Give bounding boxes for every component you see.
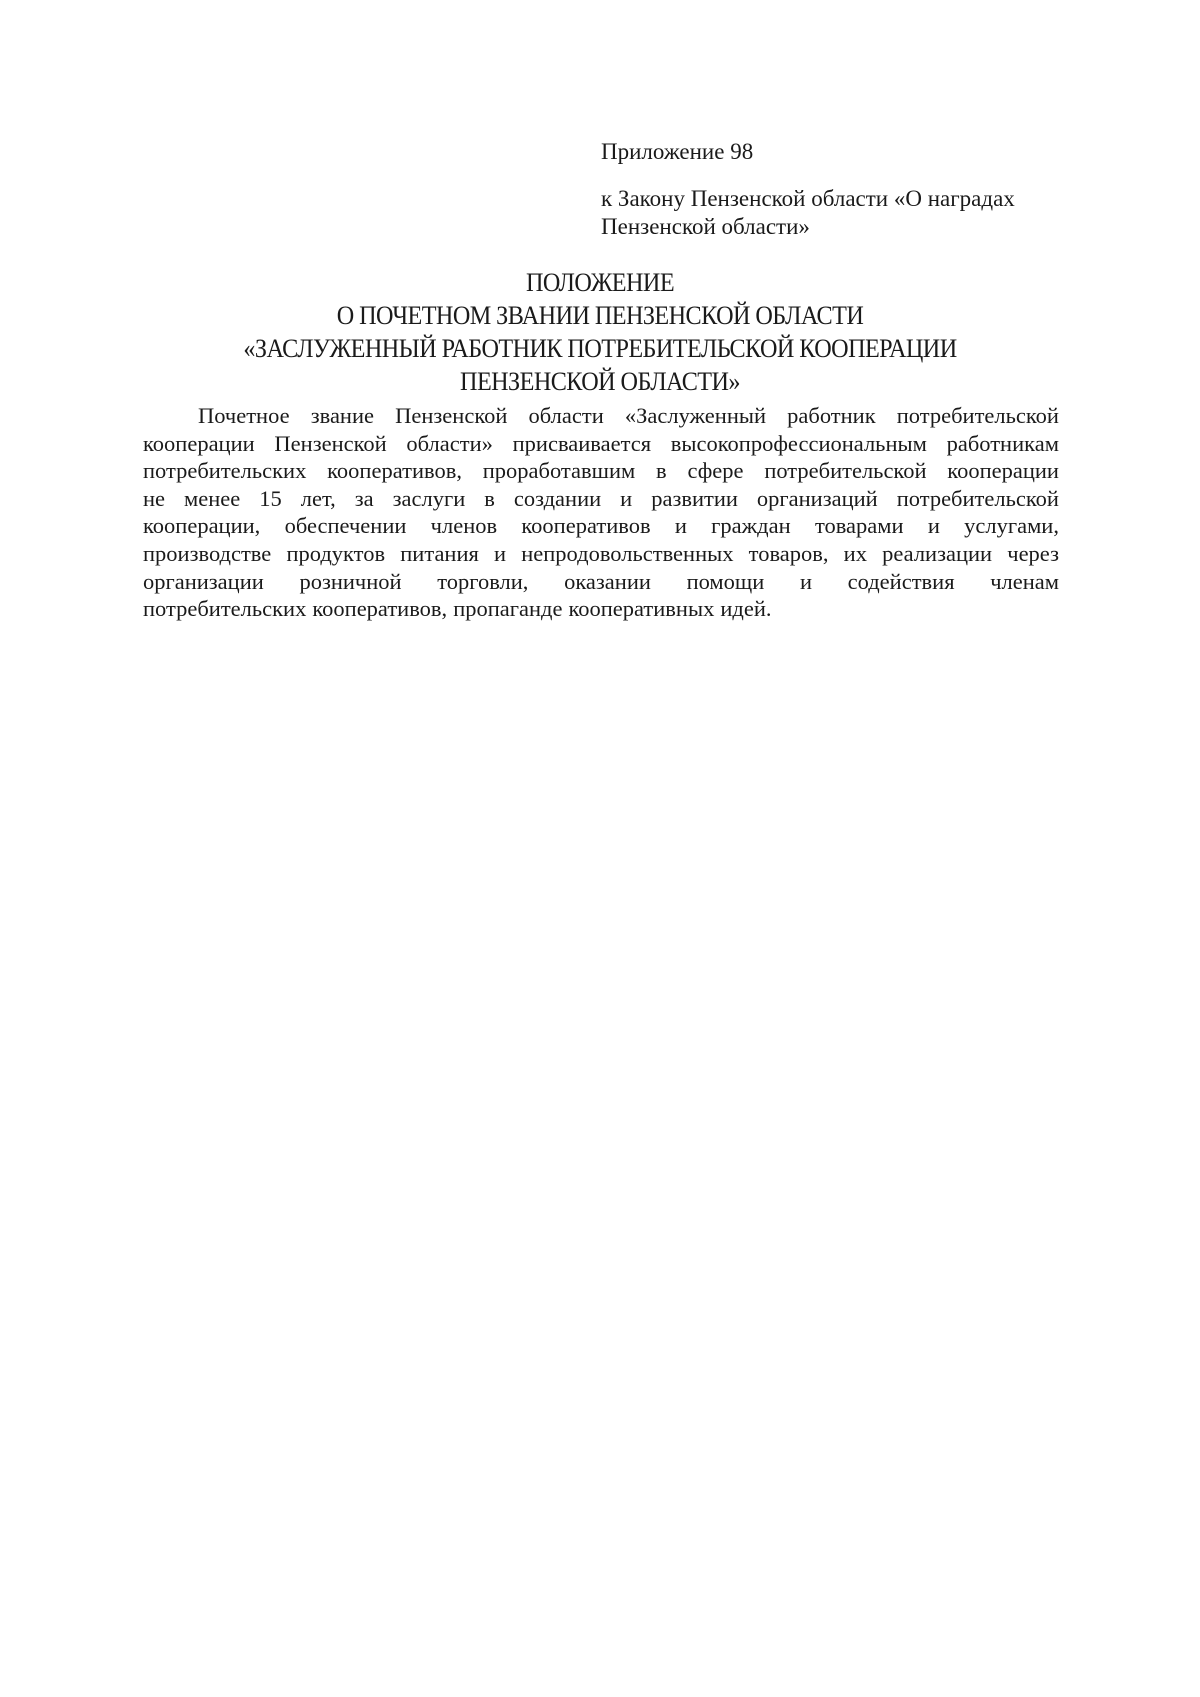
paragraph-line-1: Почетное звание Пензенской области «Заслуженный работник потребительской <box>198 403 1059 428</box>
document-title <box>163 266 1037 398</box>
appendix-law-reference-line-1: к Закону Пензенской области «О наградах <box>601 186 1015 211</box>
paragraph-line-4: не менее 15 лет, за заслуги в создании и развитии организаций потребительской <box>143 485 1059 511</box>
paragraph-line-5: кооперации, обеспечении членов кооперативов и граждан товарами и услугами, <box>143 513 1059 539</box>
title-line-3: «ЗАСЛУЖЕННЫЙ РАБОТНИК ПОТРЕБИТЕЛЬСКОЙ КООПЕРАЦИИ <box>243 334 957 363</box>
body-paragraph <box>143 402 1059 623</box>
paragraph-line-6: производстве продуктов питания и непродовольственных товаров, их реализации через <box>143 540 1059 566</box>
paragraph-line-7: организации розничной торговли, оказании помощи и содействия членам <box>143 568 1059 594</box>
paragraph-line-3: потребительских кооперативов, проработавшим в сфере потребительской кооперации <box>143 458 1059 484</box>
title-line-1: ПОЛОЖЕНИЕ <box>525 268 675 297</box>
paragraph-line-8: потребительских кооперативов, пропаганде кооперативных идей. <box>143 596 772 622</box>
appendix-law-reference-line-2: Пензенской области» <box>601 214 810 239</box>
paragraph-line-2: кооперации Пензенской области» присваивается высокопрофессиональным работникам <box>143 430 1059 456</box>
title-line-2: О ПОЧЕТНОМ ЗВАНИИ ПЕНЗЕНСКОЙ ОБЛАСТИ <box>336 301 864 330</box>
appendix-reference-block <box>601 138 1071 241</box>
title-line-4: ПЕНЗЕНСКОЙ ОБЛАСТИ» <box>460 367 740 396</box>
appendix-number: Приложение 98 <box>601 139 754 164</box>
